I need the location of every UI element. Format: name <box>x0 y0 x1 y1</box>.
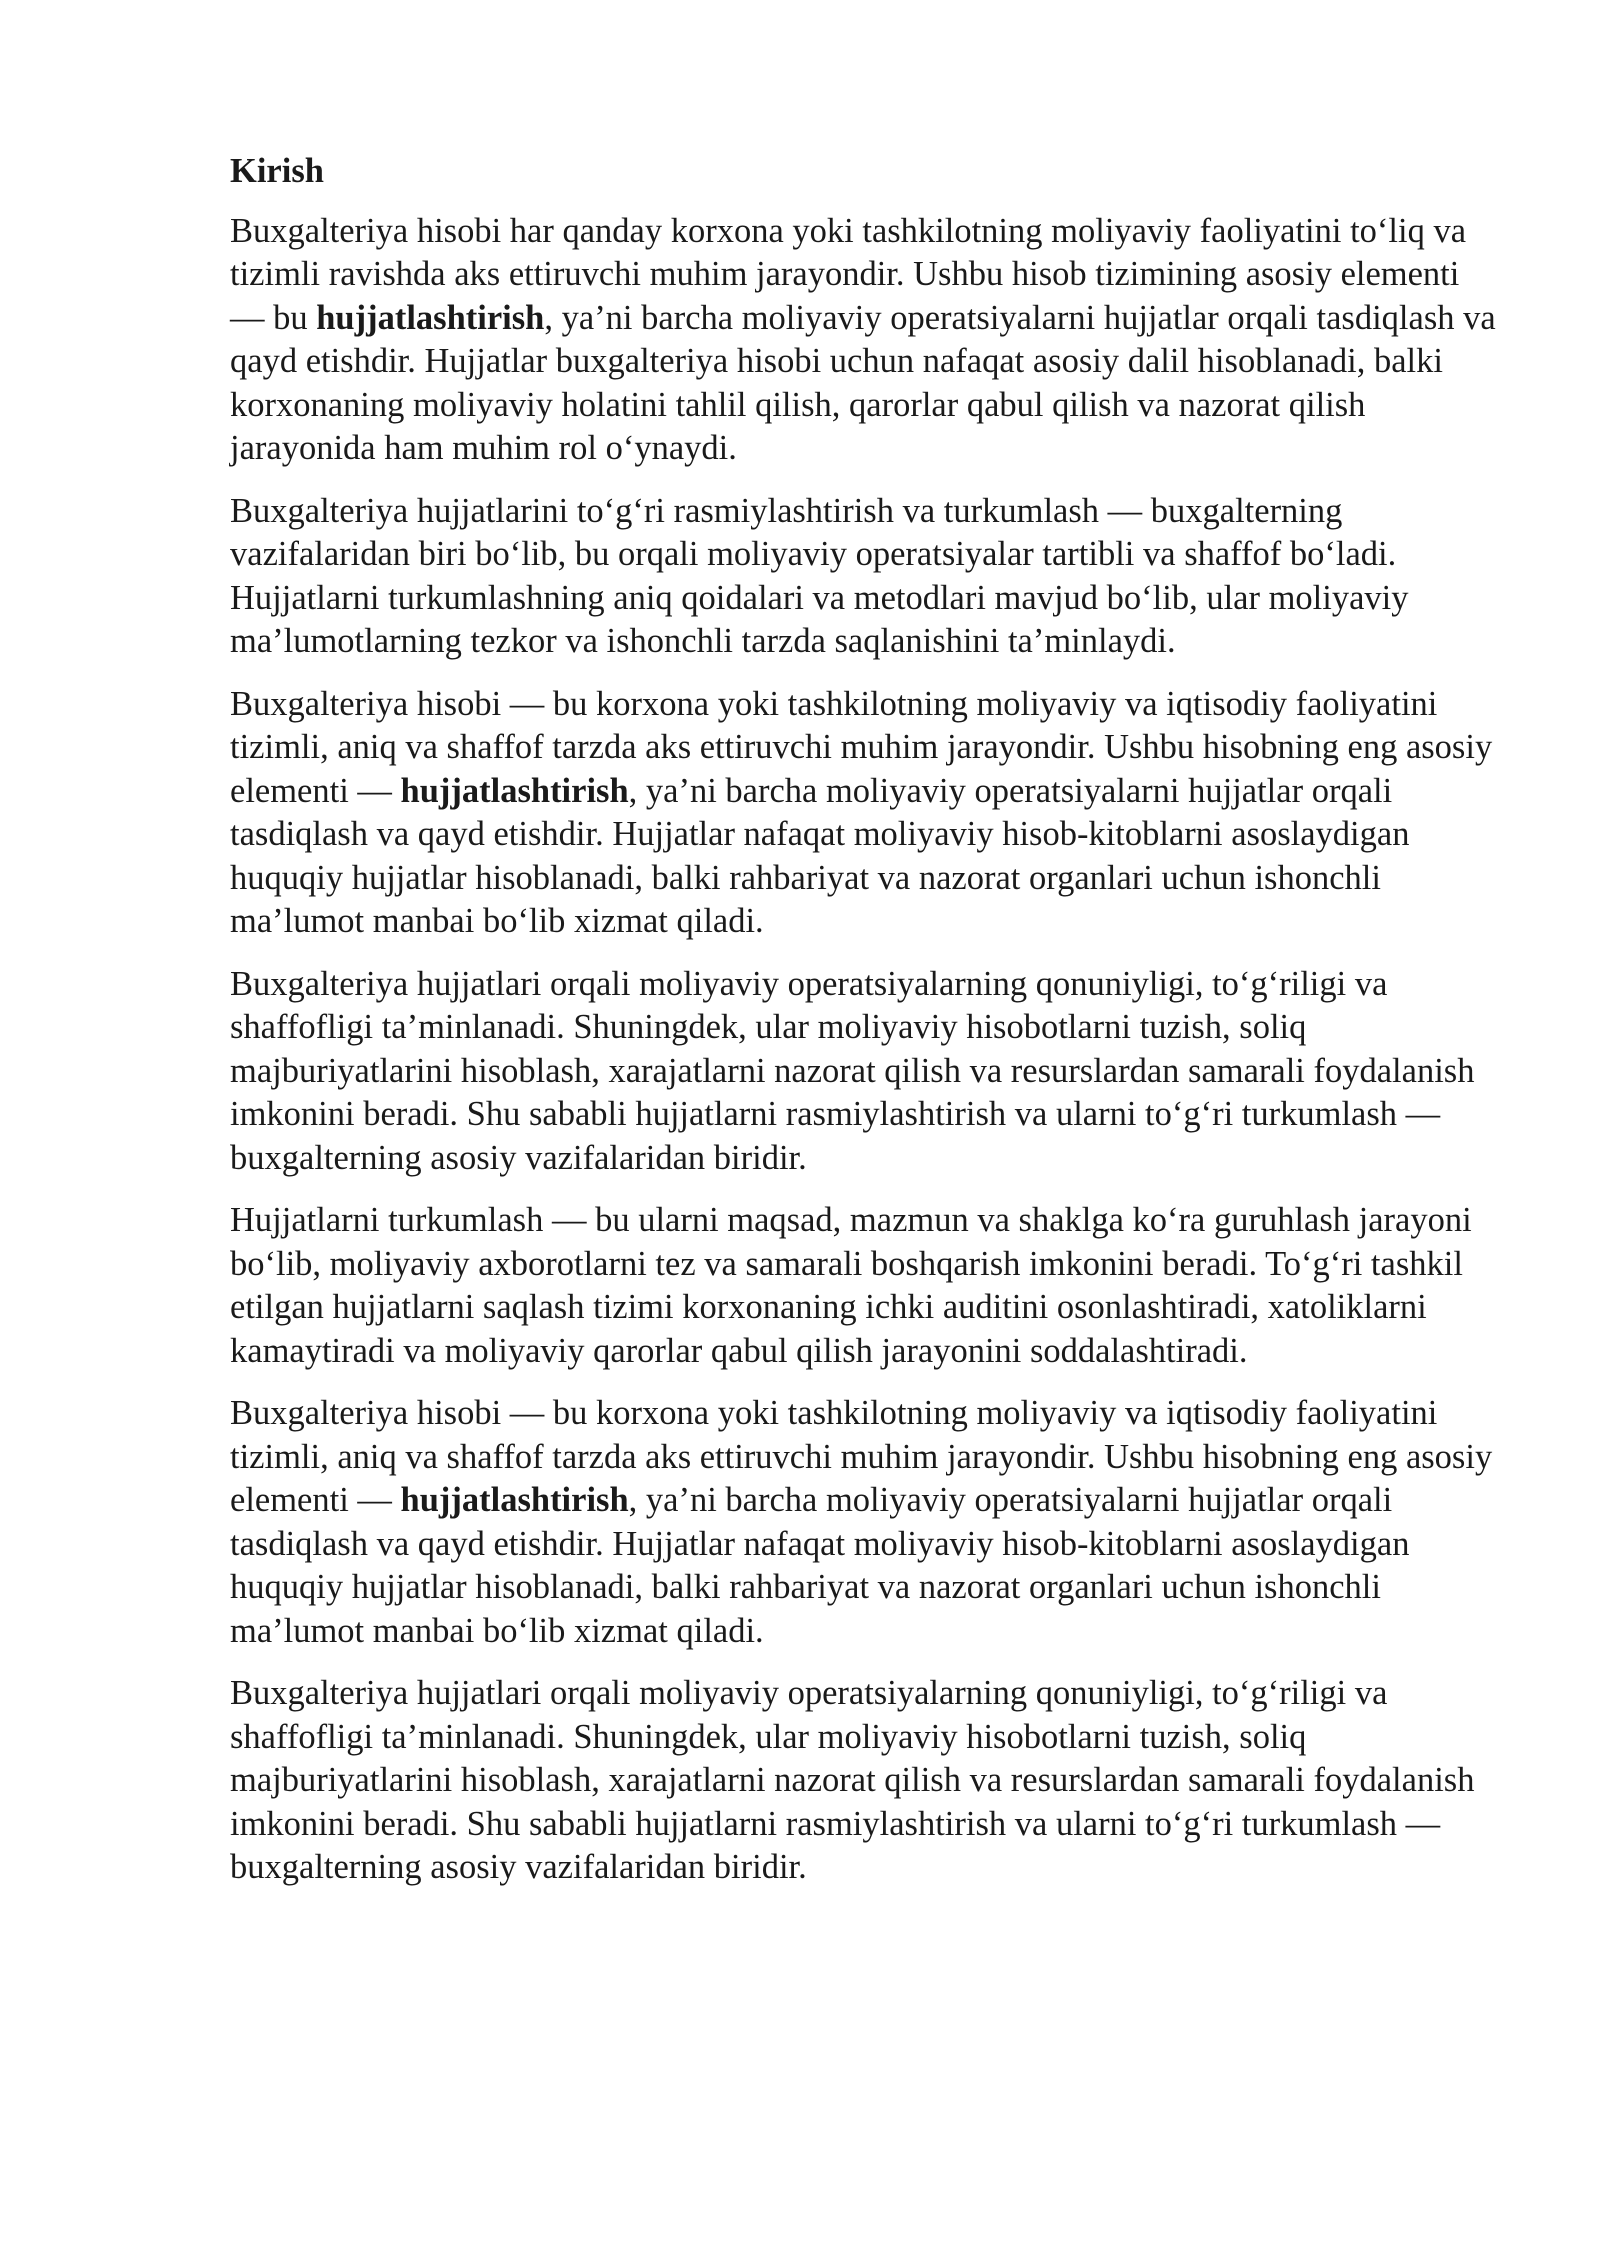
paragraph-6-text-end: , ya’ni barcha moliyaviy operatsiyalarni hujjatlar orqali tasdiqlash va qayd etishdir. Hujjatlar nafaqat moliyaviy hisob-kitoblarni asoslaydigan huquqiy hujjatlar hisoblanadi, balki rahbariyat va nazorat organlari uchun ishonchli ma’lumot manbai bo‘lib xizmat qiladi. <box>230 1481 1410 1650</box>
paragraph-6-bold-term: hujjatlashtirish <box>400 1481 629 1519</box>
paragraph-1 <box>230 210 1500 471</box>
paragraph-3-text-start: Buxgalteriya hisobi — bu korxona yoki tashkilotning moliyaviy va iqtisodiy faoliyatini tizimli, aniq va shaffof tarzda aks ettiruvchi muhim jarayondir. Ushbu hisobning eng asosiy elementi — <box>230 684 1493 810</box>
paragraph-4: Buxgalteriya hujjatlari orqali moliyaviy operatsiyalarning qonuniyligi, to‘g‘riligi va shaffofligi ta’minlanadi. Shuningdek, ular moliyaviy hisobotlarni tuzish, soliq majburiyatlarini hisoblash, xarajatlarni nazorat qilish va resurslardan samarali foydalanish imkonini beradi. Shu sababli hujjatlarni rasmiylashtirish va ularni to‘g‘ri turkumlash — buxgalterning asosiy vazifalaridan biridir. <box>230 964 1475 1177</box>
paragraph-7: Buxgalteriya hujjatlari orqali moliyaviy operatsiyalarning qonuniyligi, to‘g‘riligi va shaffofligi ta’minlanadi. Shuningdek, ular moliyaviy hisobotlarni tuzish, soliq majburiyatlarini hisoblash, xarajatlarni nazorat qilish va resurslardan samarali foydalanish imkonini beradi. Shu sababli hujjatlarni rasmiylashtirish va ularni to‘g‘ri turkumlash — buxgalterning asosiy vazifalaridan biridir. <box>230 1674 1475 1886</box>
paragraph-3-text-end: , ya’ni barcha moliyaviy operatsiyalarni hujjatlar orqali tasdiqlash va qayd etishdir. Hujjatlar nafaqat moliyaviy hisob-kitoblarni asoslaydigan huquqiy hujjatlar hisoblanadi, balki rahbariyat va nazorat organlari uchun ishonchli ma’lumot manbai bo‘lib xizmat qiladi. <box>230 771 1410 940</box>
section-heading: Kirish <box>230 152 324 190</box>
paragraph-1-bold-term: hujjatlashtirish <box>316 298 545 337</box>
paragraph-6 <box>230 1392 1500 1653</box>
paragraph-1-text-end: , ya’ni barcha moliyaviy operatsiyalarni hujjatlar orqali tasdiqlash va qayd etishdir. Hujjatlar buxgalteriya hisobi uchun nafaqat asosiy dalil hisoblanadi, balki korxonaning moliyaviy holatini tahlil qilish, qarorlar qabul qilish va nazorat qilish jarayonida ham muhim rol o‘ynaydi. <box>230 298 1496 467</box>
paragraph-3-bold-term: hujjatlashtirish <box>400 771 629 810</box>
paragraph-3 <box>230 683 1500 944</box>
paragraph-5: Hujjatlarni turkumlash — bu ularni maqsad, mazmun va shaklga ko‘ra guruhlash jarayoni bo‘lib, moliyaviy axborotlarni tez va samarali boshqarish imkonini beradi. To‘g‘ri tashkil etilgan hujjatlarni saqlash tizimi korxonaning ichki auditini osonlashtiradi, xatoliklarni kamaytiradi va moliyaviy qarorlar qabul qilish jarayonini soddalashtiradi. <box>230 1201 1472 1370</box>
paragraph-2: Buxgalteriya hujjatlarini to‘g‘ri rasmiylashtirish va turkumlash — buxgalterning vazifalaridan biri bo‘lib, bu orqali moliyaviy operatsiyalar tartibli va shaffof bo‘ladi. Hujjatlarni turkumlashning aniq qoidalari va metodlari mavjud bo‘lib, ular moliyaviy ma’lumotlarning tezkor va ishonchli tarzda saqlanishini ta’minlaydi. <box>230 491 1409 660</box>
paragraph-6-text-start: Buxgalteriya hisobi — bu korxona yoki tashkilotning moliyaviy va iqtisodiy faoliyatini tizimli, aniq va shaffof tarzda aks ettiruvchi muhim jarayondir. Ushbu hisobning eng asosiy elementi — <box>230 1394 1493 1519</box>
paragraph-1-text-start: Buxgalteriya hisobi har qanday korxona yoki tashkilotning moliyaviy faoliyatini to‘liq va tizimli ravishda aks ettiruvchi muhim jarayondir. Ushbu hisob tizimining asosiy elementi — bu <box>230 211 1467 337</box>
document-page <box>230 150 1500 1909</box>
